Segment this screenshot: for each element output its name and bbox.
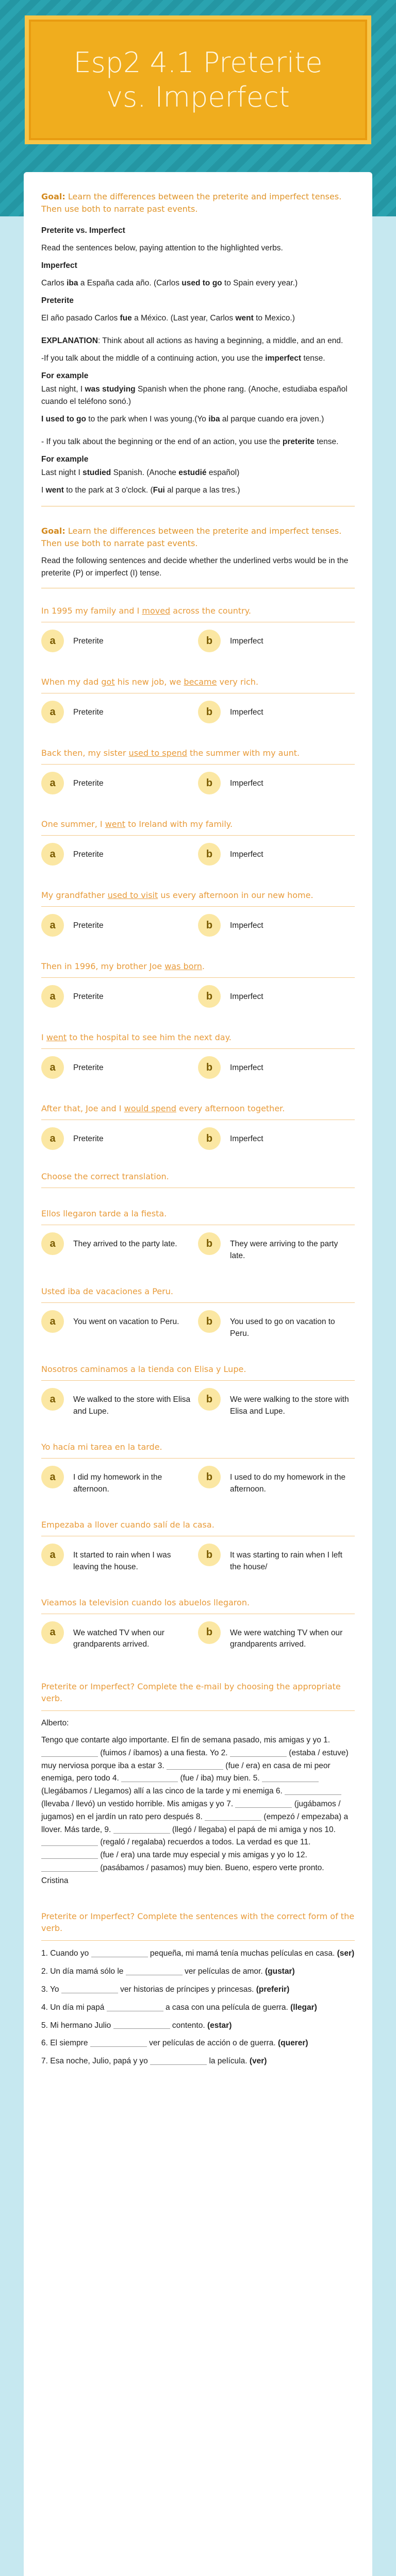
sentences-exercise <box>41 1888 355 2071</box>
translation-question <box>41 1269 355 1347</box>
translation-question <box>41 1347 355 1425</box>
question-text: Nosotros caminamos a la tienda con Elisa y Lupe. <box>41 1364 355 1381</box>
option-b[interactable] <box>198 985 355 1008</box>
answer-blank[interactable] <box>235 1801 292 1808</box>
translation-question <box>41 1188 355 1269</box>
mc-question <box>41 944 355 1015</box>
worksheet-banner <box>25 15 371 144</box>
mc-question <box>41 802 355 873</box>
option-b[interactable] <box>198 630 355 652</box>
email-greeting: Alberto: <box>41 1719 69 1728</box>
answer-blank[interactable] <box>61 1986 118 1993</box>
option-a[interactable] <box>41 701 198 723</box>
expl-text: I used to go to the park when I was young.(Yo iba al parque cuando era joven.) <box>41 415 324 424</box>
expl-text: El año pasado Carlos fue a México. (Last year, Carlos went to Mexico.) <box>41 314 295 323</box>
answer-blank[interactable] <box>167 1762 223 1770</box>
option-letter: b <box>198 1056 221 1079</box>
option-label: We were walking to the store with Elisa and Lupe. <box>230 1395 349 1416</box>
mc-question <box>41 873 355 944</box>
option-b[interactable] <box>198 1056 355 1079</box>
option-label: You used to go on vacation to Peru. <box>230 1317 335 1338</box>
question-text: Usted iba de vacaciones a Peru. <box>41 1286 355 1303</box>
answer-blank[interactable] <box>121 1775 178 1782</box>
exercise-title: Preterite or Imperfect? Complete the e-mail by choosing the appropriate verb. <box>41 1681 355 1711</box>
option-label: I used to do my homework in the afternoon. <box>230 1473 346 1494</box>
option-letter: a <box>41 843 64 866</box>
question-text: I went to the hospital to see him the next day. <box>41 1032 355 1049</box>
exercise-title: Preterite or Imperfect? Complete the sentences with the correct form of the verb. <box>41 1910 355 1941</box>
option-a[interactable] <box>41 985 198 1008</box>
question-text: Vieamos la television cuando los abuelos llegaron. <box>41 1598 355 1614</box>
option-a[interactable] <box>41 1310 198 1340</box>
expl-text: Last night, I was studying Spanish when the phone rang. (Anoche, estudiaba español cuando el teléfono sonó.) <box>41 385 348 406</box>
sentence-item: 5. Mi hermano Julio contento. (estar) <box>41 2021 232 2030</box>
option-label: You went on vacation to Peru. <box>73 1317 179 1327</box>
question-text: Then in 1996, my brother Joe was born. <box>41 961 355 978</box>
option-b[interactable] <box>198 1127 355 1150</box>
answer-blank[interactable] <box>113 1826 170 1834</box>
option-label: It was starting to rain when I left the house/ <box>230 1551 342 1571</box>
option-a[interactable] <box>41 1621 198 1651</box>
expl-heading: For example <box>41 455 89 464</box>
option-b[interactable] <box>198 772 355 794</box>
answer-blank[interactable] <box>41 1750 98 1757</box>
option-label: Preterite <box>73 779 104 788</box>
option-letter: a <box>41 1056 64 1079</box>
option-letter: b <box>198 1388 221 1411</box>
sentence-item: 1. Cuando yo pequeña, mi mamá tenía muchas películas en casa. (ser) <box>41 1949 355 1958</box>
email-exercise <box>41 1658 355 1888</box>
sentence-item: 6. El siempre ver películas de acción o de guerra. (querer) <box>41 2039 308 2048</box>
option-label: Imperfect <box>230 992 263 1002</box>
email-signature: Cristina <box>41 1876 69 1885</box>
section-title: Choose the correct translation. <box>41 1172 355 1188</box>
answer-blank[interactable] <box>113 2022 170 2029</box>
answer-blank[interactable] <box>205 1814 261 1821</box>
expl-text: I went to the park at 3 o'clock. (Fui al parque a las tres.) <box>41 486 240 495</box>
option-label: It started to rain when I was leaving the house. <box>73 1551 171 1571</box>
option-b[interactable] <box>198 843 355 866</box>
option-letter: a <box>41 1388 64 1411</box>
option-b[interactable] <box>198 701 355 723</box>
question-text: Ellos llegaron tarde a la fiesta. <box>41 1209 355 1225</box>
worksheet-sheet <box>24 172 372 2576</box>
question-text: My grandfather used to visit us every afternoon in our new home. <box>41 890 355 907</box>
answer-blank[interactable] <box>150 2058 207 2065</box>
option-letter: b <box>198 985 221 1008</box>
option-a[interactable] <box>41 843 198 866</box>
option-b[interactable] <box>198 1232 355 1262</box>
worksheet-title: Esp2 4.1 Preterite vs. Imperfect <box>73 46 323 113</box>
expl-heading: Preterite vs. Imperfect <box>41 226 125 235</box>
translation-question <box>41 1502 355 1580</box>
option-letter: a <box>41 1544 64 1566</box>
option-letter: a <box>41 772 64 794</box>
option-label: They were arriving to the party late. <box>230 1240 338 1260</box>
option-letter: b <box>198 1232 221 1255</box>
mc-question <box>41 731 355 802</box>
goal-text: Learn the differences between the preterite and imperfect tenses. Then use both to narrate past events. <box>41 192 342 214</box>
option-a[interactable] <box>41 630 198 652</box>
option-a[interactable] <box>41 914 198 937</box>
option-label: Preterite <box>73 921 104 930</box>
sentence-item: 2. Un día mamá sólo le ver películas de amor. (gustar) <box>41 1967 295 1976</box>
goal-label: Goal: <box>41 526 65 536</box>
option-label: Imperfect <box>230 1134 263 1144</box>
answer-blank[interactable] <box>262 1775 319 1782</box>
option-a[interactable] <box>41 1232 198 1262</box>
option-letter: a <box>41 985 64 1008</box>
sentence-item: 3. Yo ver historias de príncipes y princesas. (preferir) <box>41 1985 290 1994</box>
option-label: Preterite <box>73 708 104 717</box>
option-a[interactable] <box>41 1466 198 1495</box>
option-label: I did my homework in the afternoon. <box>73 1473 162 1494</box>
question-text: Empezaba a llover cuando salí de la casa. <box>41 1520 355 1536</box>
answer-blank[interactable] <box>285 1788 341 1795</box>
instructions: Read the following sentences and decide whether the underlined verbs would be in the preterite (P) or imperfect (I) tense. <box>41 555 355 588</box>
expl-text: Carlos iba a España cada año. (Carlos used to go to Spain every year.) <box>41 279 298 288</box>
expl-text: Last night I studied Spanish. (Anoche estudié español) <box>41 468 240 478</box>
answer-blank[interactable] <box>41 1839 98 1846</box>
option-letter: a <box>41 914 64 937</box>
option-label: Preterite <box>73 850 104 859</box>
option-label: Preterite <box>73 992 104 1002</box>
option-label: We were watching TV when our grandparents arrived. <box>230 1628 343 1649</box>
option-letter: b <box>198 701 221 723</box>
option-letter: b <box>198 1621 221 1644</box>
question-text: In 1995 my family and I moved across the country. <box>41 606 355 622</box>
mc-question <box>41 1086 355 1157</box>
option-label: Imperfect <box>230 921 263 930</box>
translation-question <box>41 1425 355 1502</box>
goal-label: Goal: <box>41 192 65 201</box>
option-b[interactable] <box>198 914 355 937</box>
option-letter: a <box>41 630 64 652</box>
option-a[interactable] <box>41 772 198 794</box>
mc-question <box>41 588 355 659</box>
option-letter: b <box>198 1544 221 1566</box>
option-letter: a <box>41 1310 64 1333</box>
email-text: Alberto: Tengo que contarte algo importante. El fin de semana pasado, mis amigas y yo 1. (fuimos / íbamos) a una fiesta. Yo 2. (estaba / estuve) muy nerviosa porque iba a estar 3. (fue / era) en casa de mi peor enemiga, pero todo 4. (fue / iba) muy bien. 5. (Llegábamos / Llegamos) allí a las cinco de la tarde y mi enemiga 6. (llevaba / llevó) un vestido horrible. Mis amigas y yo 7. (jugábamos / jugamos) en el jardín un rato pero después 8. (empezó / empezaba) a llover. Más tarde, 9. (llegó / llegaba) el papá de mi amiga y nos 10. (regaló / regalaba) recuerdos a todos. La verdad es que 11. (fue / era) una tarde muy especial y mis amigas y yo lo 12. (pasábamos / pasamos) muy bien. Bueno, espero verte pronto. Cristina <box>41 1711 355 1887</box>
expl-text: - If you talk about the beginning or the end of an action, you use the preterite tense. <box>41 437 339 447</box>
option-label: Preterite <box>73 1134 104 1144</box>
expl-text: -If you talk about the middle of a continuing action, you use the imperfect tense. <box>41 354 325 363</box>
option-letter: a <box>41 1466 64 1488</box>
option-letter: b <box>198 1127 221 1150</box>
option-label: Preterite <box>73 1063 104 1073</box>
option-letter: b <box>198 843 221 866</box>
option-label: Imperfect <box>230 779 263 788</box>
translation-header <box>41 1157 355 1188</box>
answer-blank[interactable] <box>107 2004 163 2011</box>
option-a[interactable] <box>41 1388 198 1417</box>
option-letter: a <box>41 1621 64 1644</box>
explanation-block <box>41 225 355 497</box>
option-letter: b <box>198 772 221 794</box>
question-text: Yo hacía mi tarea en la tarde. <box>41 1442 355 1459</box>
option-b[interactable] <box>198 1388 355 1417</box>
question-text: One summer, I went to Ireland with my family. <box>41 819 355 836</box>
answer-blank[interactable] <box>230 1750 287 1757</box>
option-a[interactable] <box>41 1056 198 1079</box>
option-label: Imperfect <box>230 708 263 717</box>
option-label: They arrived to the party late. <box>73 1240 177 1249</box>
answer-blank[interactable] <box>41 1852 98 1859</box>
sentence-item: 7. Esa noche, Julio, papá y yo la película. (ver) <box>41 2057 267 2066</box>
option-b[interactable] <box>198 1310 355 1340</box>
sentence-item: 4. Un día mi papá a casa con una película de guerra. (llegar) <box>41 2003 317 2012</box>
translation-question <box>41 1580 355 1658</box>
option-letter: b <box>198 914 221 937</box>
answer-blank[interactable] <box>91 1950 148 1957</box>
option-letter: b <box>198 1310 221 1333</box>
mc-question <box>41 1015 355 1086</box>
option-b[interactable] <box>198 1544 355 1573</box>
option-label: Imperfect <box>230 850 263 859</box>
goal-1 <box>41 191 355 215</box>
expl-heading: Imperfect <box>41 261 77 270</box>
answer-blank[interactable] <box>126 1968 183 1975</box>
option-letter: a <box>41 701 64 723</box>
option-b[interactable] <box>198 1621 355 1651</box>
option-letter: b <box>198 630 221 652</box>
option-letter: a <box>41 1127 64 1150</box>
option-letter: b <box>198 1466 221 1488</box>
answer-blank[interactable] <box>90 2040 147 2047</box>
goal-text: Learn the differences between the preterite and imperfect tenses. Then use both to narrate past events. <box>41 526 342 549</box>
option-label: We walked to the store with Elisa and Lupe. <box>73 1395 191 1416</box>
mc-question <box>41 659 355 731</box>
expl-heading: For example <box>41 371 89 381</box>
expl-heading: Preterite <box>41 296 74 306</box>
question-text: After that, Joe and I would spend every afternoon together. <box>41 1104 355 1120</box>
option-b[interactable] <box>198 1466 355 1495</box>
answer-blank[interactable] <box>41 1865 98 1872</box>
option-label: We watched TV when our grandparents arrived. <box>73 1628 164 1649</box>
option-label: Imperfect <box>230 637 263 646</box>
option-a[interactable] <box>41 1127 198 1150</box>
question-text: Back then, my sister used to spend the summer with my aunt. <box>41 748 355 765</box>
expl-text: EXPLANATION: Think about all actions as having a beginning, a middle, and an end. <box>41 336 343 346</box>
goal-2 <box>41 525 355 550</box>
question-text: When my dad got his new job, we became very rich. <box>41 677 355 693</box>
option-label: Preterite <box>73 637 104 646</box>
option-label: Imperfect <box>230 1063 263 1073</box>
option-letter: a <box>41 1232 64 1255</box>
option-a[interactable] <box>41 1544 198 1573</box>
expl-text: Read the sentences below, paying attention to the highlighted verbs. <box>41 244 283 253</box>
